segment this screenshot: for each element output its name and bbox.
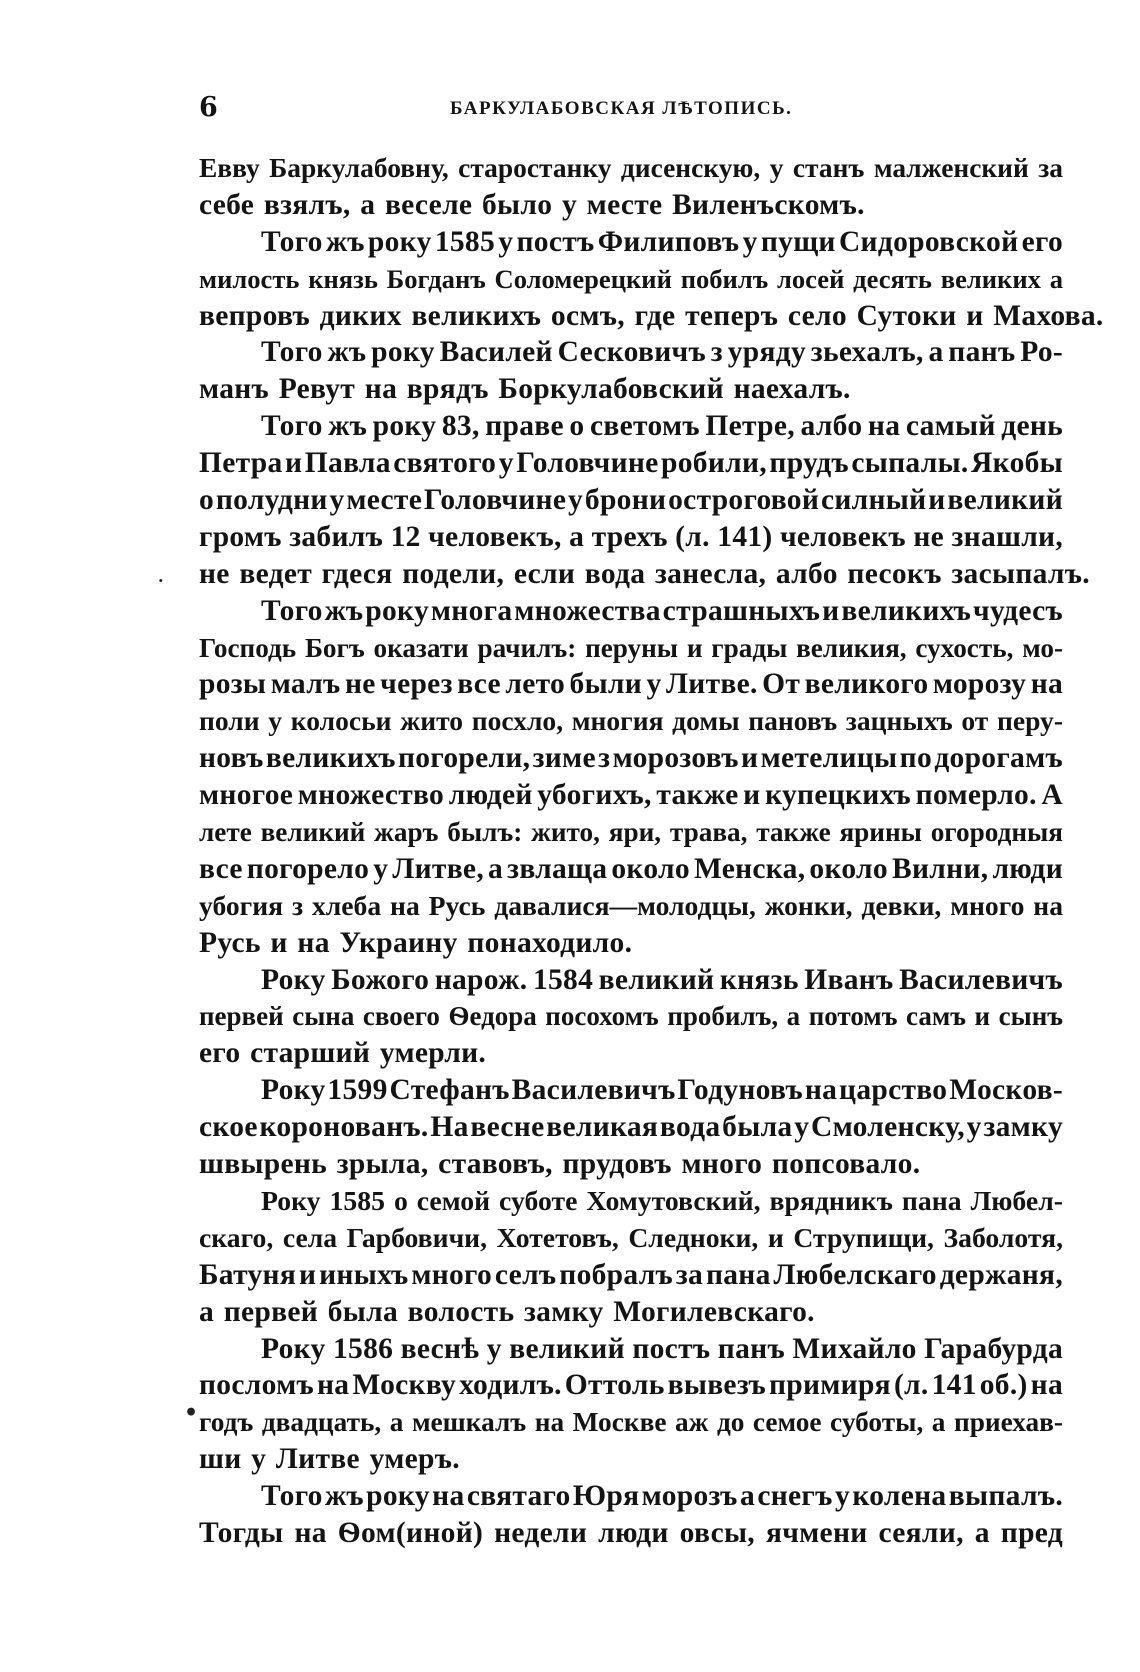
text-line: поли у колосьи жито посхло, многия домы пановъ зацныхъ от перу- (199, 705, 1063, 737)
text-line: не ведет гдеся подели, если вода занесла, албо песокъ засыпалъ. (199, 557, 1090, 590)
page-header (199, 92, 1061, 132)
text-line: манъ Ревут на врядъ Боркулабовский наехалъ. (199, 373, 851, 406)
page-number: 6 (199, 92, 218, 123)
text-line: ши у Литве умеръ. (199, 1443, 460, 1476)
text-line: посломъ на Москву ходилъ. Оттоль вывезъ примиря (л. 141 об.) на (199, 1369, 1063, 1402)
text-line: годъ двадцать, а мешкалъ на Москве аж до семое суботы, а приехав- (199, 1407, 1063, 1438)
text-line: Того жъ року Василей Сесковичъ з уряду зьехалъ, а панъ Ро- (261, 336, 1063, 369)
text-line: многое множество людей убогихъ, также и купецкихъ померло. А (199, 779, 1064, 812)
text-line: Того жъ року на святаго Юря морозъ а снегъ у колена выпалъ. (261, 1480, 1064, 1513)
text-line: розы малъ не через все лето были у Литве. От великого морозу на (199, 668, 1064, 701)
text-line: Року 1599 Стефанъ Василевичъ Годуновъ на царство Москов- (261, 1074, 1063, 1107)
text-line: скаго, села Гарбовичи, Хотетовъ, Следноки, и Струпищи, Заболотя, (199, 1221, 1063, 1253)
text-line: швырень зрыла, ставовъ, прудовъ много попсовало. (199, 1148, 921, 1181)
text-line: Року Божого нарож. 1584 великий князь Иванъ Василевичъ (261, 963, 1063, 996)
text-line: лете великий жаръ былъ: жито, яри, трава, также ярины огородныя (199, 817, 1063, 848)
text-line: о полудни у месте Головчине у брони остроговой силный и великий (199, 484, 1064, 517)
running-title: БАРКУЛАБОВСКАЯ ЛѢТОПИСЬ. (450, 98, 793, 119)
text-line: Того жъ року многа множества страшныхъ и великихъ чудесъ (261, 594, 1064, 627)
text-line: Року 1585 о семой суботе Хомутовский, врядникъ пана Любел- (261, 1184, 1063, 1216)
text-line: Тогды на Ѳом(иной) недели люди овсы, ячмени сеяли, а пред (199, 1516, 1064, 1549)
print-mark: . (158, 567, 164, 586)
text-line: милость князь Богданъ Соломерецкий побилъ лосей десять великих а (199, 263, 1063, 294)
chronicle-text (199, 150, 1104, 1552)
text-line: себе взялъ, а веселе было у месте Виленъскомъ. (199, 188, 865, 221)
text-line: новъ великихъ погорели, зиме з морозовъ и метелицы по дорогамъ (199, 742, 1063, 775)
text-line: первей сына своего Ѳедора посохомъ пробилъ, а потомъ самъ и сынъ (199, 1001, 1063, 1032)
text-line: Батуня и иныхъ много селъ побралъ за пана Любелскаго держаня, (199, 1258, 1063, 1291)
text-line: Русь и на Украину понаходило. (199, 926, 633, 959)
text-line: Того жъ року 1585 у постъ Филиповъ у пущи Сидоровской его (261, 225, 1063, 258)
text-line: ское коронованъ. На весне великая вода была у Смоленску, у замку (199, 1111, 1063, 1144)
text-line: громъ забилъ 12 человекъ, а трехъ (л. 141) человекъ не знашли, (199, 520, 1064, 553)
text-line: Петра и Павла святого у Головчине робили, прудъ сыпалы. Якобы (199, 447, 1064, 480)
print-mark: • (184, 1400, 199, 1426)
text-line: его старший умерли. (199, 1037, 487, 1070)
text-line: все погорело у Литве, а звлаща около Менска, около Вилни, люди (199, 852, 1063, 885)
text-line: а первей была волость замку Могилевскаго. (199, 1295, 815, 1328)
text-line: Того жъ року 83, праве о светомъ Петре, албо на самый день (261, 410, 1064, 443)
text-line: Евву Баркулабовну, старостанку дисенскую, у станъ малженский за (199, 153, 1063, 183)
text-line: убогия з хлеба на Русь давалися—молодцы, жонки, девки, много на (199, 889, 1063, 921)
text-line: вепровъ диких великихъ осмъ, где теперъ село Сутоки и Махова. (199, 299, 1104, 332)
text-line: Господь Богъ оказати рачилъ: перуны и грады великия, сухость, мо- (199, 632, 1063, 663)
text-line: Року 1586 веснѣ у великий постъ панъ Михайло Гарабурда (261, 1332, 1064, 1365)
